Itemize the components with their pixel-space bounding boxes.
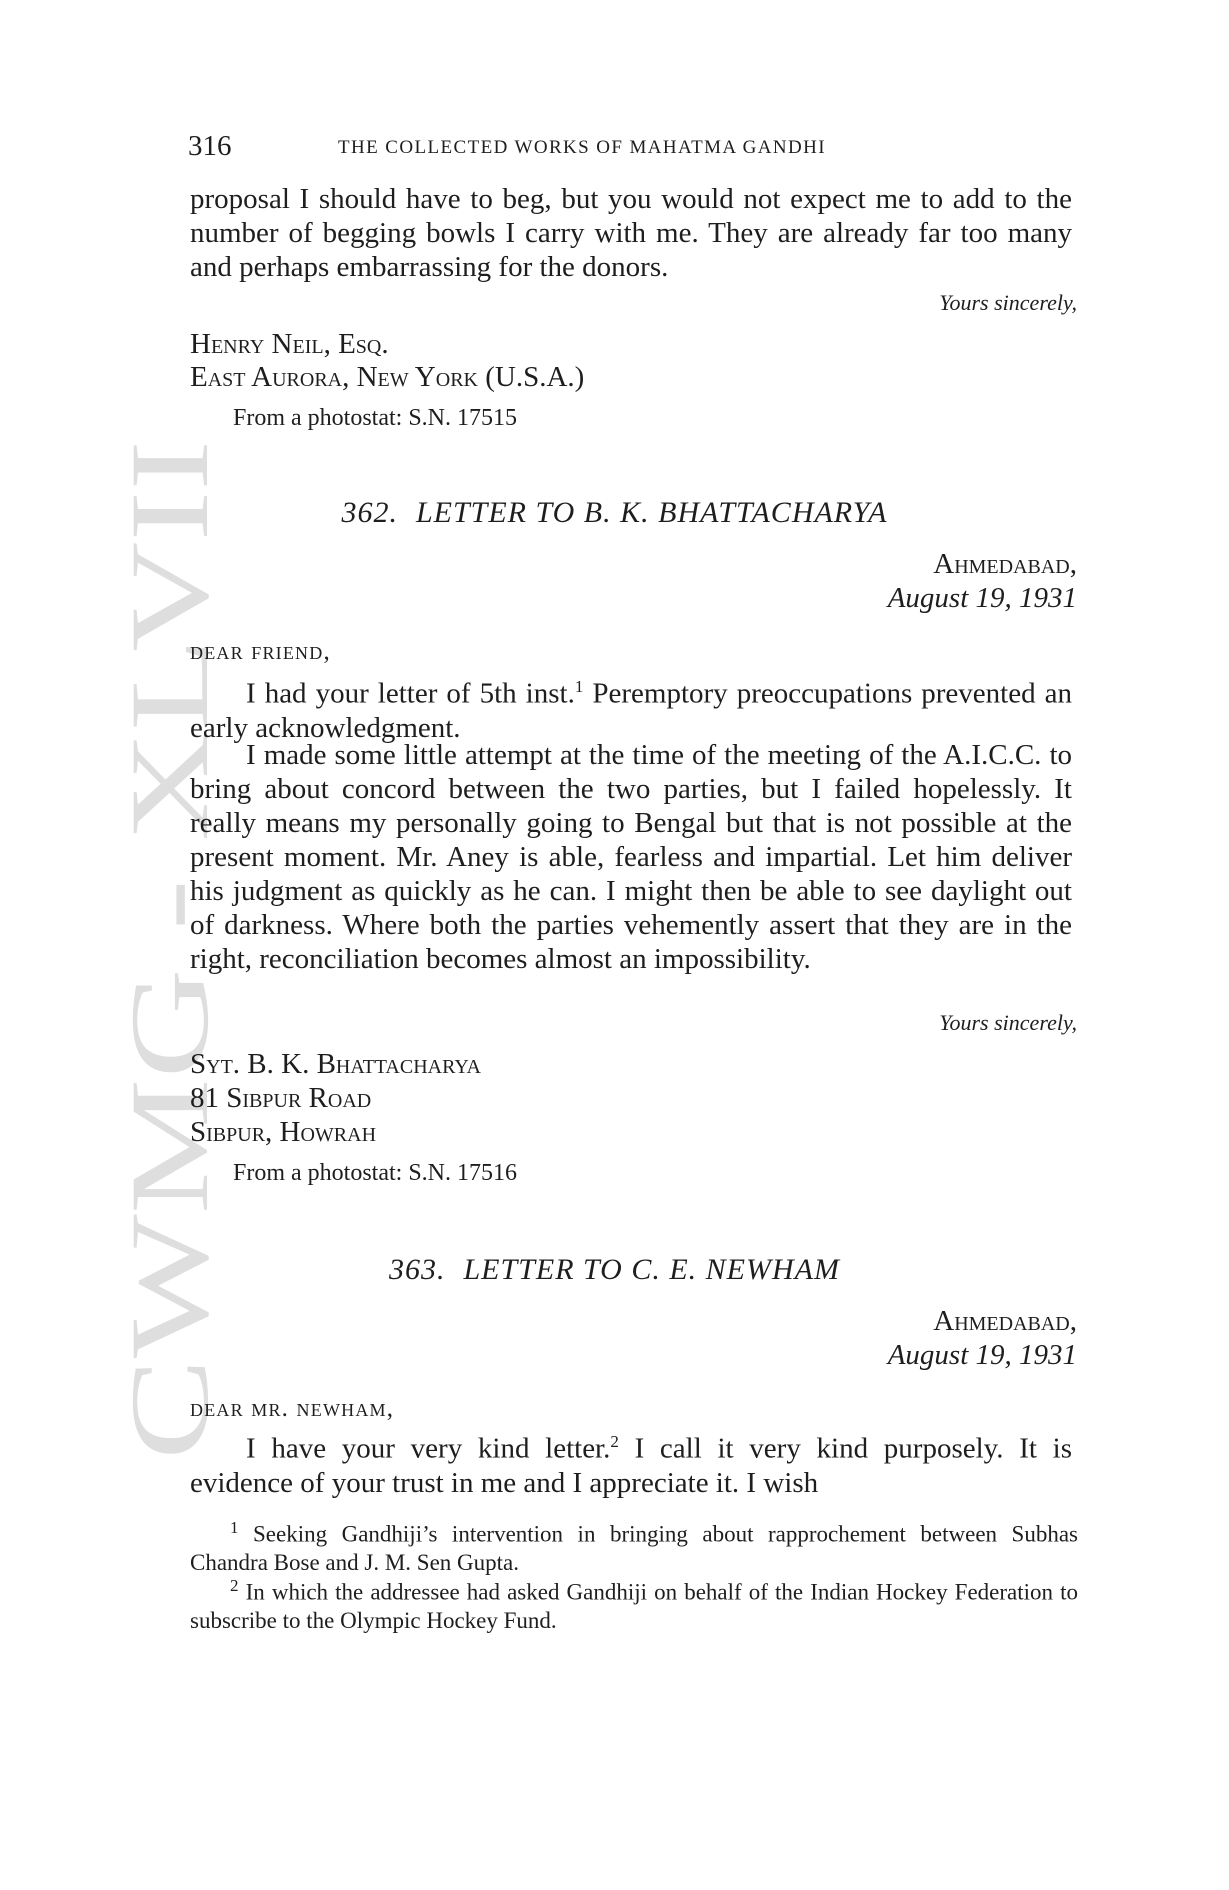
letter-363-number: 363. (389, 1253, 446, 1286)
letter-362-place: Ahmedabad, (933, 548, 1077, 580)
letter-362-para-2: I made some little attempt at the time of the meeting of the A.I.C.C. to bring about concord between the two parties, but I failed hopelessly. It really means my personally going to Bengal but that is not possible at the present moment. Mr. Aney is able, fearless and impartial. Let him deliver his judgment as quickly as he can. I might then be able to see daylight out of darkness. Where both the parties vehemently assert that they are in the right, reconciliation becomes almost an impossibility. (190, 739, 1072, 975)
letter-362-heading: LETTER TO B. K. BHATTACHARYA (415, 496, 888, 529)
footnote-1 (190, 1514, 1078, 1577)
salutation-text: dear friend, (190, 638, 331, 665)
letter-362-dateline (888, 547, 1077, 615)
footnote-ref-2: 2 (610, 1432, 619, 1451)
letter-362-addressee-1: Syt. B. K. Bhattacharya (190, 1048, 481, 1080)
letter-363-heading: LETTER TO C. E. NEWHAM (463, 1253, 840, 1286)
addressee-line-2: East Aurora, New York (U.S.A.) (190, 361, 585, 393)
addressee-line-1: Henry Neil, Esq. (190, 328, 389, 360)
watermark-text: CWMG - XLVII (108, 711, 232, 1460)
letter-363-place: Ahmedabad, (933, 1305, 1077, 1337)
footnote-text: Seeking Gandhiji’s intervention in bringing about rapprochement between Subhas Chandra Bose and J. M. Sen Gupta. (190, 1521, 1078, 1575)
letter-362-addressee-2: 81 Sibpur Road (190, 1082, 372, 1114)
letter-362-salutation (190, 633, 331, 669)
letter-362-date: August 19, 1931 (887, 582, 1077, 614)
para-text: Peremptory preoccupations prevented an early acknowledgment. (190, 677, 1073, 744)
letter-363-salutation (190, 1390, 394, 1426)
letter-362-number: 362. (341, 496, 398, 529)
closing-carryover: Yours sincerely, (939, 290, 1077, 315)
running-header (188, 130, 1078, 170)
running-title: THE COLLECTED WORKS OF MAHATMA GANDHI (338, 137, 826, 158)
letter-363-date: August 19, 1931 (887, 1339, 1077, 1371)
letter-363-dateline (888, 1304, 1077, 1372)
letter-363-title (0, 1253, 1229, 1287)
carryover-paragraph: proposal I should have to beg, but you would not expect me to add to the number of begging bowls I carry with me. They are already far too many and perhaps embarrassing for the donors. (190, 183, 1072, 283)
letter-363-para-1 (190, 1425, 1072, 1500)
letter-362-title (0, 496, 1229, 530)
footnote-mark: 2 (230, 1576, 239, 1595)
footnote-ref-1: 1 (574, 677, 584, 696)
letter-362-para-1 (190, 670, 1072, 745)
page-number: 316 (188, 130, 232, 162)
footnote-text: In which the addressee had asked Gandhiji on behalf of the Indian Hockey Federation to subscribe to the Olympic Hockey Fund. (190, 1579, 1078, 1633)
para-text: I call it very kind purposely. It is evidence of your trust in me and I appreciate it. I wish (190, 1432, 1072, 1499)
letter-362-source: From a photostat: S.N. 17516 (233, 1160, 518, 1186)
source-note: From a photostat: S.N. 17515 (233, 405, 518, 431)
letter-362-closing: Yours sincerely, (939, 1010, 1077, 1035)
salutation-text: dear mr. newham, (190, 1395, 395, 1422)
para-text: I have your very kind letter. (246, 1432, 611, 1465)
para-text: I had your letter of 5th inst. (246, 677, 575, 710)
footnote-mark: 1 (230, 1518, 239, 1537)
footnote-2 (190, 1572, 1078, 1635)
letter-362-addressee-3: Sibpur, Howrah (190, 1116, 377, 1148)
